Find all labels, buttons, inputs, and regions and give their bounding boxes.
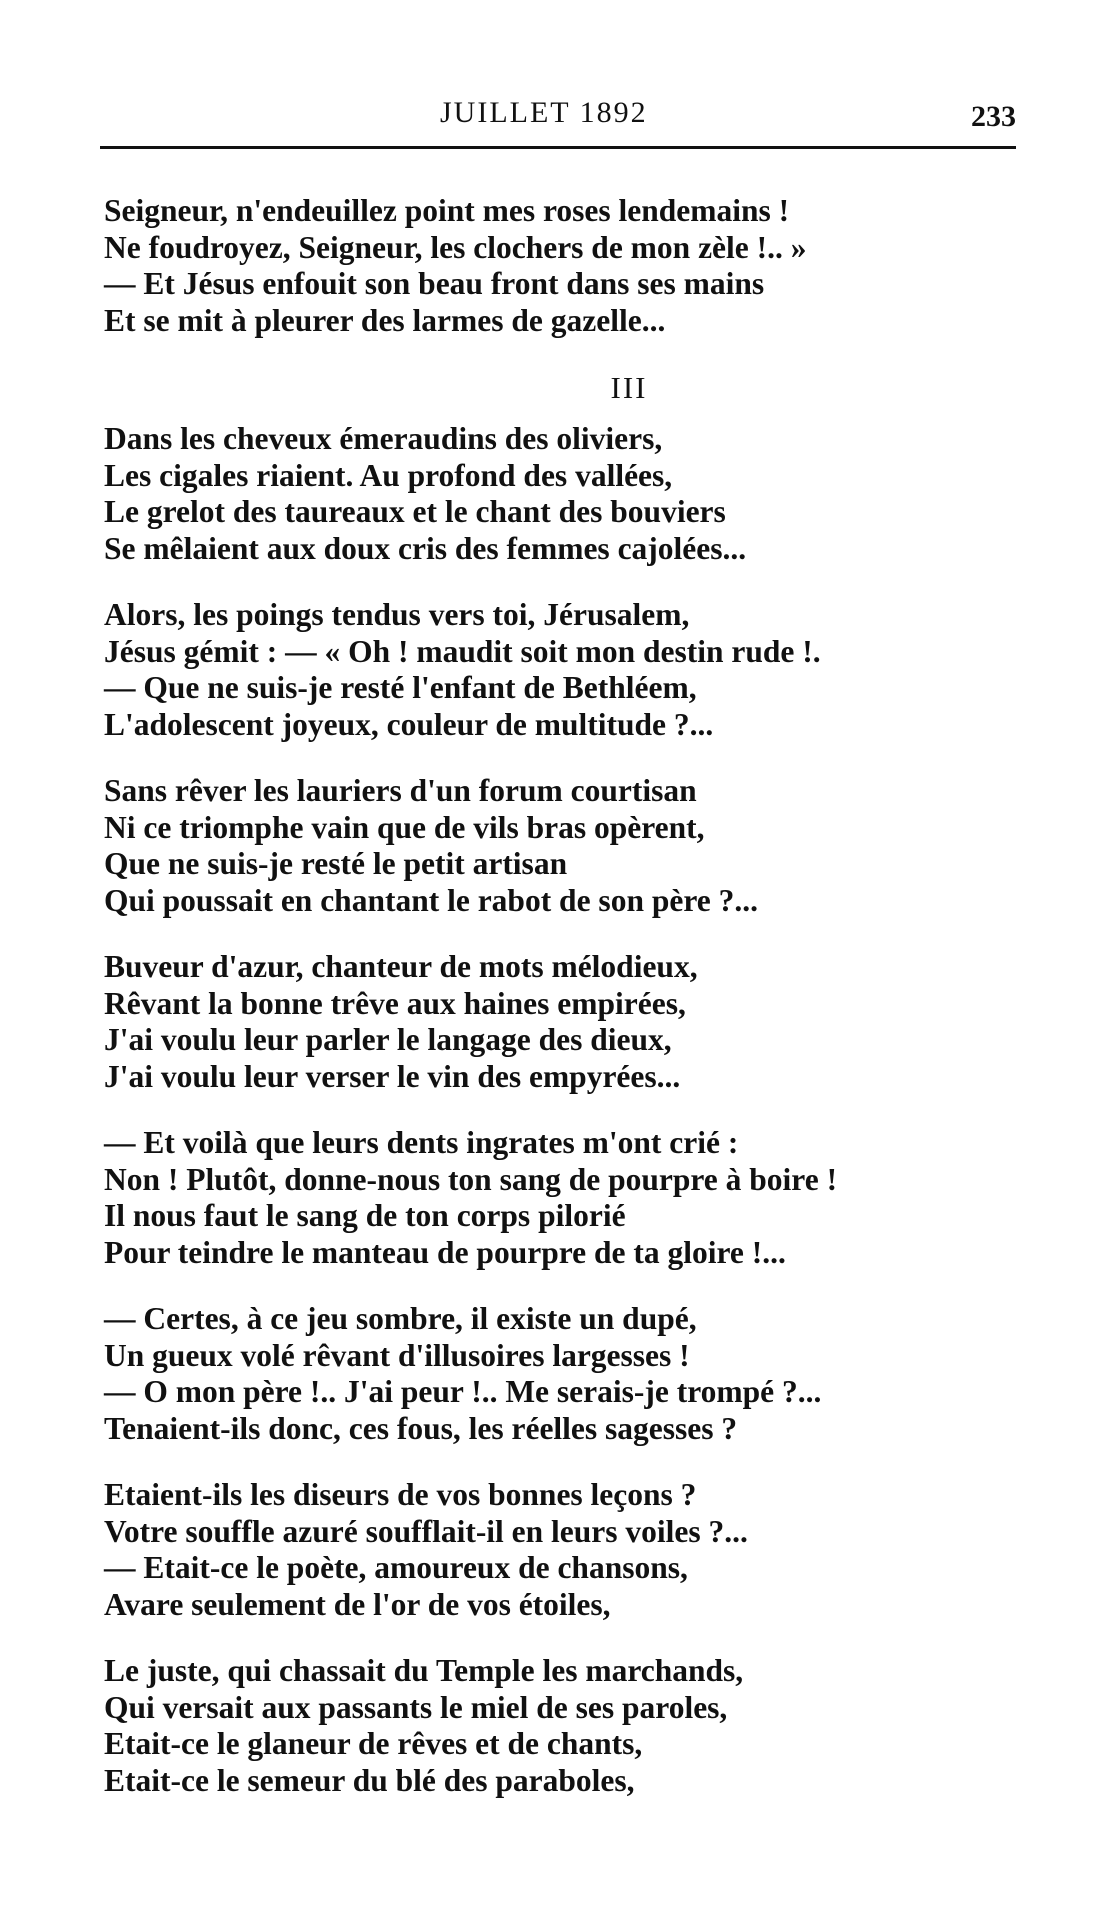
verse-line: Qui versait aux passants le miel de ses paroles, xyxy=(104,1689,728,1725)
verse-line: — Et Jésus enfouit son beau front dans ses mains xyxy=(104,266,765,301)
verse-line: Jésus gémit : — « Oh ! maudit soit mon destin rude !. xyxy=(104,633,821,669)
verse-line: Buveur d'azur, chanteur de mots mélodieux, xyxy=(104,949,698,984)
stanza xyxy=(104,773,1024,919)
poem-text xyxy=(104,193,1024,1829)
verse-line: Tenaient-ils donc, ces fous, les réelles sagesses ? xyxy=(104,1410,738,1446)
verse-line: Le juste, qui chassait du Temple les marchands, xyxy=(104,1653,744,1688)
verse-line: J'ai voulu leur verser le vin des empyrées... xyxy=(104,1058,681,1094)
verse-line: Votre souffle azuré soufflait-il en leurs voiles ?... xyxy=(104,1513,748,1549)
opening-stanza xyxy=(104,193,1024,339)
verse-line: Que ne suis-je resté le petit artisan xyxy=(104,846,568,881)
stanza xyxy=(104,1653,1024,1799)
verse-line: Le grelot des taureaux et le chant des bouviers xyxy=(104,494,726,529)
verse-line: Etait-ce le glaneur de rêves et de chants, xyxy=(104,1726,643,1761)
verse-line: — Certes, à ce jeu sombre, il existe un dupé, xyxy=(104,1301,697,1336)
verse-line: Sans rêver les lauriers d'un forum courtisan xyxy=(104,773,697,808)
verse-line: Et se mit à pleurer des larmes de gazelle... xyxy=(104,302,666,338)
header-rule xyxy=(100,146,1016,149)
verse-line: Qui poussait en chantant le rabot de son père ?... xyxy=(104,882,758,918)
verse-line: Dans les cheveux émeraudins des oliviers, xyxy=(104,421,663,456)
verse-line: Se mêlaient aux doux cris des femmes cajolées... xyxy=(104,530,747,566)
verse-line: — Que ne suis-je resté l'enfant de Bethléem, xyxy=(104,670,697,705)
page-header xyxy=(100,96,1016,156)
section-number: III xyxy=(610,370,648,405)
verse-line: — Etait-ce le poète, amoureux de chansons, xyxy=(104,1550,688,1585)
verse-line: — O mon père !.. J'ai peur !.. Me serais-je trompé ?... xyxy=(104,1374,822,1409)
verse-line: Alors, les poings tendus vers toi, Jérusalem, xyxy=(104,597,690,632)
verse-line: Etait-ce le semeur du blé des paraboles, xyxy=(104,1762,635,1798)
page-number: 233 xyxy=(971,100,1016,133)
stanza xyxy=(104,1477,1024,1623)
stanza xyxy=(104,421,1024,567)
verse-line: Il nous faut le sang de ton corps pilorié xyxy=(104,1198,626,1233)
stanza xyxy=(104,1125,1024,1271)
stanza xyxy=(104,1301,1024,1447)
verse-line: Ne foudroyez, Seigneur, les clochers de mon zèle !.. » xyxy=(104,229,807,265)
verse-line: Rêvant la bonne trêve aux haines empirées, xyxy=(104,985,686,1021)
running-title: JUILLET 1892 xyxy=(440,96,648,129)
verse-line: Un gueux volé rêvant d'illusoires largesses ! xyxy=(104,1337,690,1373)
verse-line: Les cigales riaient. Au profond des vallées, xyxy=(104,457,673,493)
verse-line: Non ! Plutôt, donne-nous ton sang de pourpre à boire ! xyxy=(104,1161,838,1197)
verse-line: Ni ce triomphe vain que de vils bras opèrent, xyxy=(104,809,705,845)
stanza xyxy=(104,597,1024,743)
verse-line: Pour teindre le manteau de pourpre de ta gloire !... xyxy=(104,1234,786,1270)
verse-line: Seigneur, n'endeuillez point mes roses lendemains ! xyxy=(104,193,790,228)
verse-line: Etaient-ils les diseurs de vos bonnes leçons ? xyxy=(104,1477,697,1512)
verse-line: J'ai voulu leur parler le langage des dieux, xyxy=(104,1022,672,1057)
verse-line: L'adolescent joyeux, couleur de multitude ?... xyxy=(104,706,714,742)
verse-line: Avare seulement de l'or de vos étoiles, xyxy=(104,1586,611,1622)
stanza xyxy=(104,949,1024,1095)
verse-line: — Et voilà que leurs dents ingrates m'ont crié : xyxy=(104,1125,739,1160)
